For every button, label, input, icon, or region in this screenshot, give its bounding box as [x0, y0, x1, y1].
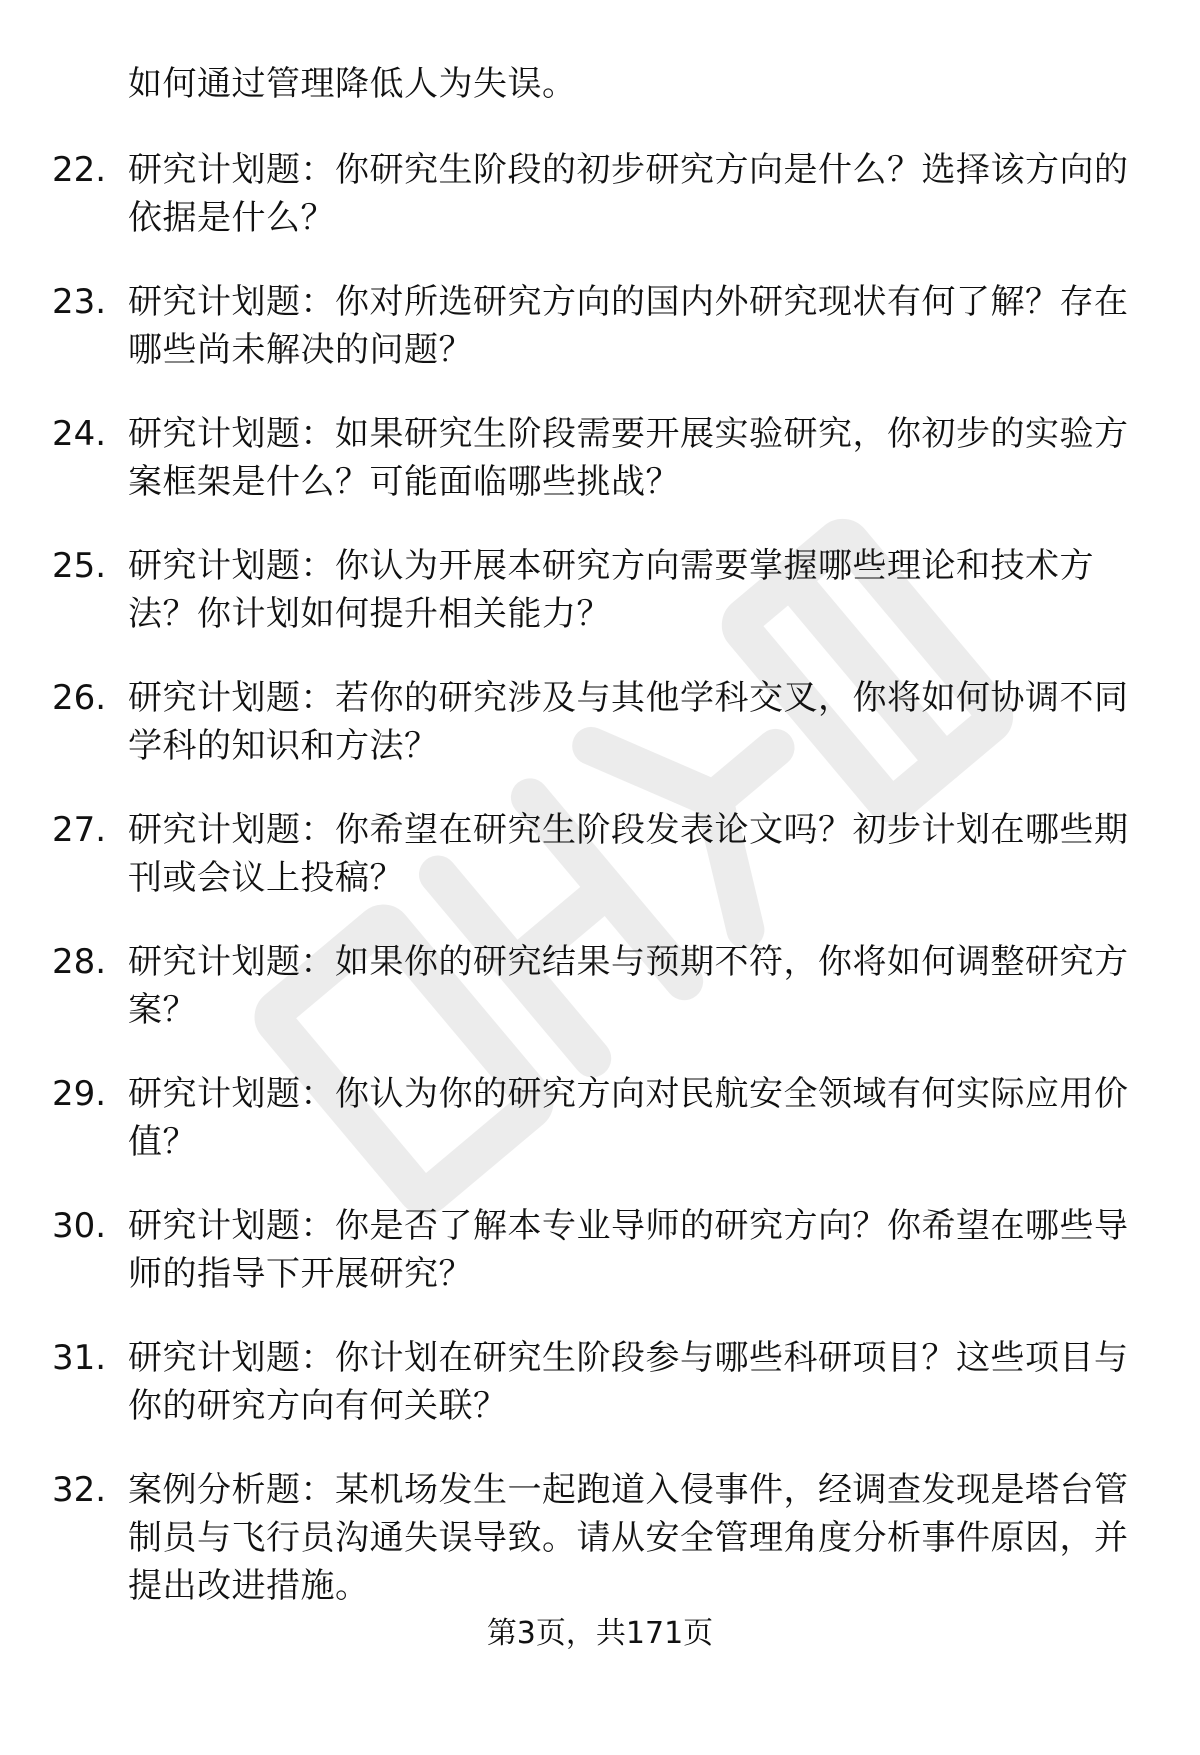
question-text: 研究计划题：你计划在研究生阶段参与哪些科研项目？这些项目与你的研究方向有何关联？	[128, 1338, 1129, 1426]
question-number: 31.	[52, 1338, 107, 1378]
question-number: 32.	[52, 1470, 107, 1510]
question-number: 30.	[52, 1206, 107, 1246]
question-text: 研究计划题：你希望在研究生阶段发表论文吗？初步计划在哪些期刊或会议上投稿？	[128, 810, 1129, 898]
question-item	[0, 1070, 1200, 1202]
question-item	[0, 278, 1200, 410]
question-number: 22.	[52, 150, 107, 190]
question-text: 研究计划题：你认为你的研究方向对民航安全领域有何实际应用价值？	[128, 1074, 1129, 1162]
question-item	[0, 938, 1200, 1070]
question-item	[0, 146, 1200, 278]
question-number: 28.	[52, 942, 107, 982]
question-number: 25.	[52, 546, 107, 586]
question-number: 23.	[52, 282, 107, 322]
question-text: 研究计划题：你对所选研究方向的国内外研究现状有何了解？存在哪些尚未解决的问题？	[128, 282, 1129, 370]
question-list	[0, 146, 1200, 1646]
question-item	[0, 806, 1200, 938]
question-text: 研究计划题：如果你的研究结果与预期不符，你将如何调整研究方案？	[128, 942, 1129, 1030]
question-text: 研究计划题：你是否了解本专业导师的研究方向？你希望在哪些导师的指导下开展研究？	[128, 1206, 1129, 1294]
continuation-text: 如何通过管理降低人为失误。	[128, 64, 577, 104]
question-text: 研究计划题：你认为开展本研究方向需要掌握哪些理论和技术方法？你计划如何提升相关能力？	[128, 546, 1094, 634]
question-number: 27.	[52, 810, 107, 850]
question-text: 研究计划题：你研究生阶段的初步研究方向是什么？选择该方向的依据是什么？	[128, 150, 1129, 238]
question-number: 26.	[52, 678, 107, 718]
question-text: 案例分析题：某机场发生一起跑道入侵事件，经调查发现是塔台管制员与飞行员沟通失误导致。请从安全管理角度分析事件原因，并提出改进措施。	[128, 1470, 1129, 1606]
question-number: 29.	[52, 1074, 107, 1114]
question-item	[0, 1334, 1200, 1466]
question-item	[0, 542, 1200, 674]
question-item	[0, 674, 1200, 806]
question-item	[0, 1202, 1200, 1334]
question-item	[0, 410, 1200, 542]
page-footer: 第3页，共171页	[486, 1616, 714, 1651]
question-text: 研究计划题：若你的研究涉及与其他学科交叉，你将如何协调不同学科的知识和方法？	[128, 678, 1129, 766]
question-number: 24.	[52, 414, 107, 454]
question-text: 研究计划题：如果研究生阶段需要开展实验研究，你初步的实验方案框架是什么？可能面临哪些挑战？	[128, 414, 1129, 502]
